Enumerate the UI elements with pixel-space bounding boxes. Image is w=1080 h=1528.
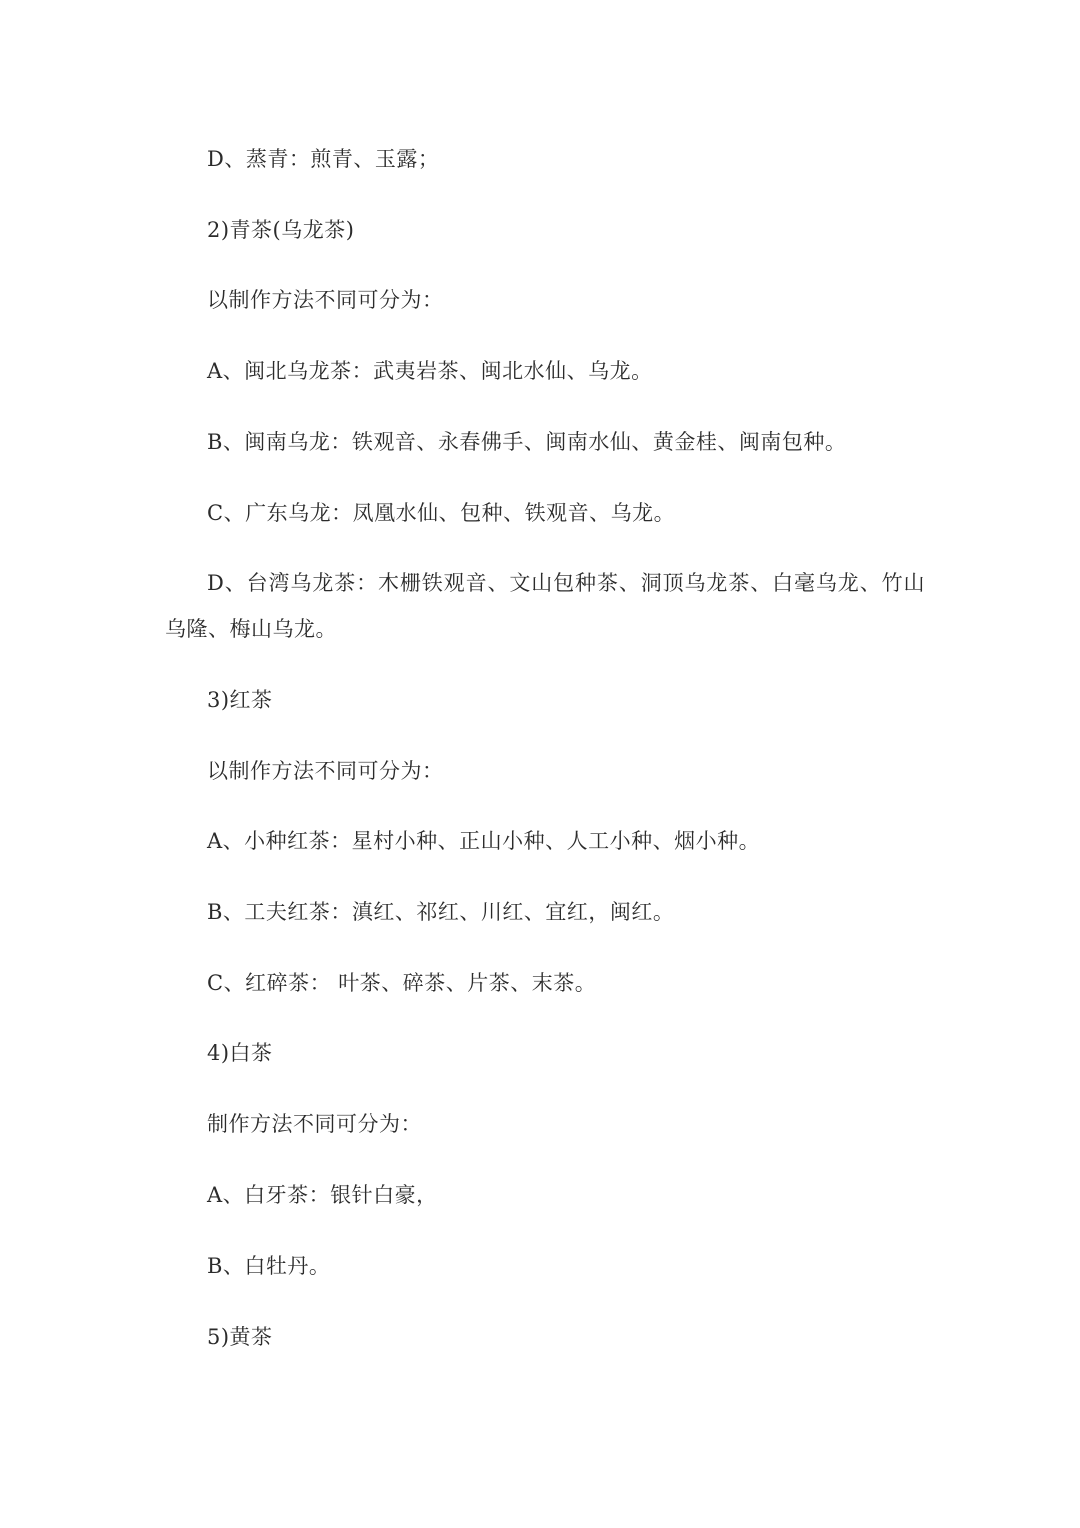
heading-oolong: 2)青茶(乌龙茶)	[207, 218, 355, 242]
paragraph-white-bud: A、白牙茶：银针白豪，	[207, 1183, 438, 1207]
paragraph-souchong: A、小种红茶：星村小种、正山小种、人工小种、烟小种。	[207, 829, 761, 853]
paragraph-taiwan-oolong: D、台湾乌龙茶：木栅铁观音、文山包种茶、洞顶乌龙茶、白毫乌龙、竹山乌隆、梅山乌龙。	[165, 571, 925, 641]
paragraph-broken-black: C、红碎茶： 叶茶、碎茶、片茶、末茶。	[207, 971, 597, 995]
paragraph-black-tea-intro: 以制作方法不同可分为：	[207, 759, 444, 783]
heading-black-tea: 3)红茶	[207, 688, 273, 712]
paragraph-guangdong-oolong: C、广东乌龙：凤凰水仙、包种、铁观音、乌龙。	[207, 501, 676, 525]
paragraph-white-tea-intro: 制作方法不同可分为：	[207, 1112, 422, 1136]
heading-white-tea: 4)白茶	[207, 1041, 273, 1065]
paragraph-white-peony: B、白牡丹。	[207, 1254, 331, 1278]
paragraph-minnan-oolong: B、闽南乌龙：铁观音、永春佛手、闽南水仙、黄金桂、闽南包种。	[207, 430, 847, 454]
paragraph-gongfu-black: B、工夫红茶：滇红、祁红、川红、宜红，闽红。	[207, 900, 675, 924]
heading-yellow-tea: 5)黄茶	[207, 1325, 273, 1349]
paragraph-steamed-green: D、蒸青：煎青、玉露；	[207, 147, 440, 171]
paragraph-oolong-intro: 以制作方法不同可分为：	[207, 288, 444, 312]
paragraph-minbei-oolong: A、闽北乌龙茶：武夷岩茶、闽北水仙、乌龙。	[207, 359, 653, 383]
